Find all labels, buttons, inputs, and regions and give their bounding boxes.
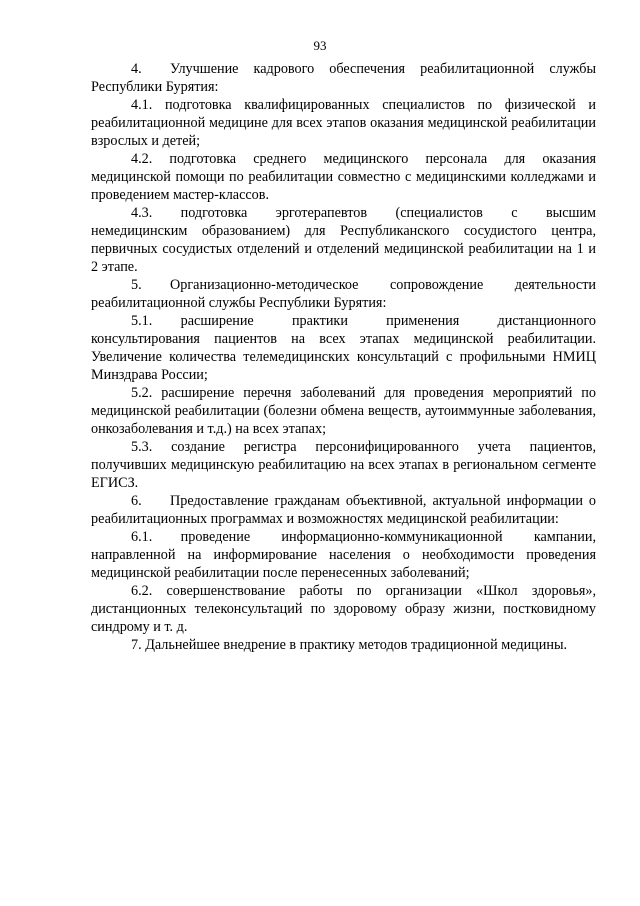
paragraph-4: 4. Улучшение кадрового обеспечения реабилитационной службы Республики Бурятия:: [91, 61, 596, 95]
paragraph-6-1: 6.1. проведение информационно-коммуникационной кампании, направленной на информирование населения о необходимости проведения медицинской реабилитации после перенесенных заболеваний;: [91, 529, 596, 581]
paragraph-6-2: 6.2. совершенствование работы по организации «Школ здоровья», дистанционных телеконсультаций по здоровому образу жизни, постковидному синдрому и т. д.: [91, 583, 596, 635]
document-body: [91, 60, 596, 654]
paragraph-6: 6. Предоставление гражданам объективной, актуальной информации о реабилитационных программах и возможностях медицинской реабилитации:: [91, 493, 596, 527]
paragraph-5-2: 5.2. расширение перечня заболеваний для проведения мероприятий по медицинской реабилитации (болезни обмена веществ, аутоиммунные заболевания, онкозаболевания и т.д.) на всех этапах;: [91, 385, 596, 437]
paragraph-7: 7. Дальнейшее внедрение в практику методов традиционной медицины.: [131, 637, 568, 653]
paragraph-5-3: 5.3. создание регистра персонифицированного учета пациентов, получивших медицинскую реабилитацию на всех этапах в региональном сегменте ЕГИСЗ.: [91, 439, 596, 491]
paragraph-5-1: 5.1. расширение практики применения дистанционного консультирования пациентов на всех этапах медицинской реабилитации. Увеличение количества телемедицинских консультаций с профильными НМИЦ Минздрава России;: [91, 313, 596, 383]
page-number: 93: [313, 38, 327, 53]
paragraph-5: 5. Организационно-методическое сопровождение деятельности реабилитационной службы Республики Бурятия:: [91, 277, 596, 311]
paragraph-4-1: 4.1. подготовка квалифицированных специалистов по физической и реабилитационной медицине для всех этапов оказания медицинской реабилитации взрослых и детей;: [91, 97, 596, 149]
paragraph-4-2: 4.2. подготовка среднего медицинского персонала для оказания медицинской помощи по реабилитации совместно с медицинскими колледжами и проведением мастер-классов.: [91, 151, 596, 203]
paragraph-4-3: 4.3. подготовка эрготерапевтов (специалистов с высшим немедицинским образованием) для Республиканского сосудистого центра, первичных сосудистых отделений и отделений медицинской реабилитации на 1 и 2 этапе.: [91, 205, 596, 275]
